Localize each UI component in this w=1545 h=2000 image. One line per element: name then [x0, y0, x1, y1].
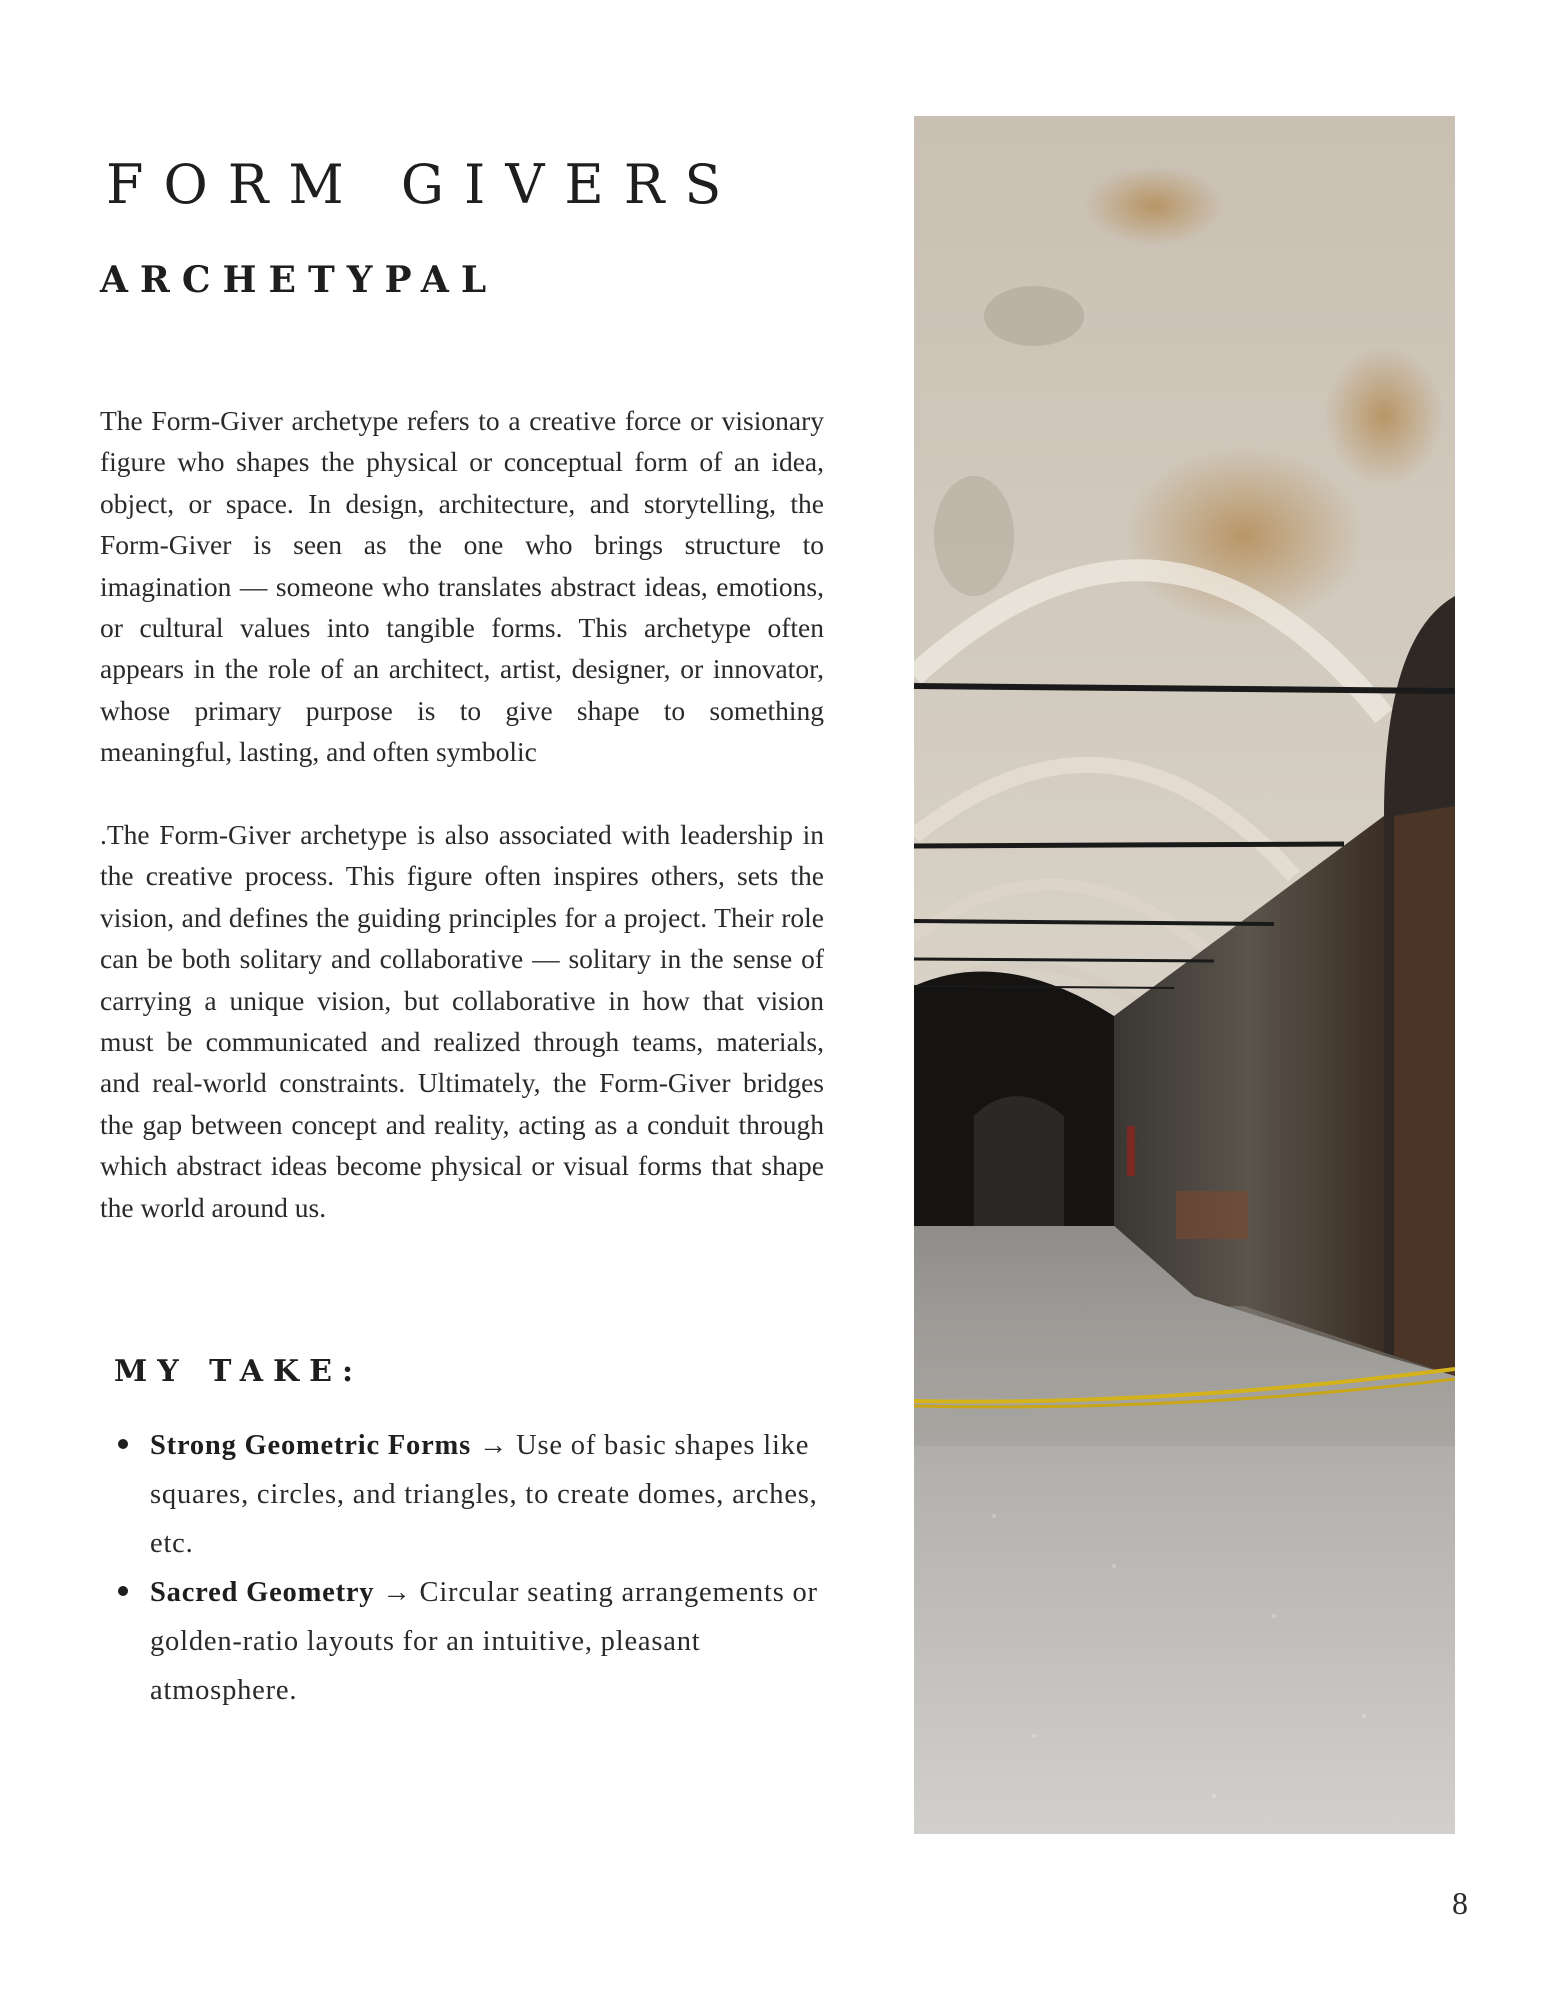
corridor-illustration [914, 116, 1455, 1834]
body-paragraph-1: The Form-Giver archetype refers to a creative force or visionary figure who shapes the physical or conceptual form of an idea, object, or space. In design, architecture, and storytelling, the Form-Giver is seen as the one who brings structure to imagination — someone who translates abstract ideas, emotions, or cultural values into tangible forms. This archetype often appears in the role of an architect, artist, designer, or innovator, whose primary purpose is to give shape to something meaningful, lasting, and often symbolic [100, 405, 824, 768]
bullet-icon [118, 1586, 128, 1596]
list-item [114, 1568, 834, 1715]
list-item-term: Strong Geometric Forms [150, 1430, 471, 1461]
list-item-term: Sacred Geometry [150, 1577, 375, 1608]
page-subtitle: ARCHETYPAL [100, 259, 499, 301]
list-item [114, 1421, 834, 1568]
page-title: FORM GIVERS [106, 153, 742, 216]
list-item-description: → Use of basic shapes like squares, circles, and triangles, to create domes, arches, etc. [150, 1430, 818, 1559]
body-paragraph-2: .The Form-Giver archetype is also associated with leadership in the creative process. This figure often inspires others, sets the vision, and defines the guiding principles for a project. Their role can be both solitary and collaborative — solitary in the sense of carrying a unique vision, but collaborative in how that vision must be communicated and realized through teams, materials, and real-world constraints. Ultimately, the Form-Giver bridges the gap between concept and reality, acting as a conduit through which abstract ideas become physical or visual forms that shape the world around us. [100, 819, 824, 1223]
my-take-list [114, 1421, 834, 1715]
bullet-icon [118, 1439, 128, 1449]
cloister-corridor-photo [914, 116, 1455, 1834]
page-number: 8 [1452, 1885, 1468, 1921]
my-take-heading: MY TAKE: [114, 1354, 364, 1389]
list-item-description: → Circular seating arrangements or golden-ratio layouts for an intuitive, pleasant atmosphere. [150, 1577, 818, 1706]
